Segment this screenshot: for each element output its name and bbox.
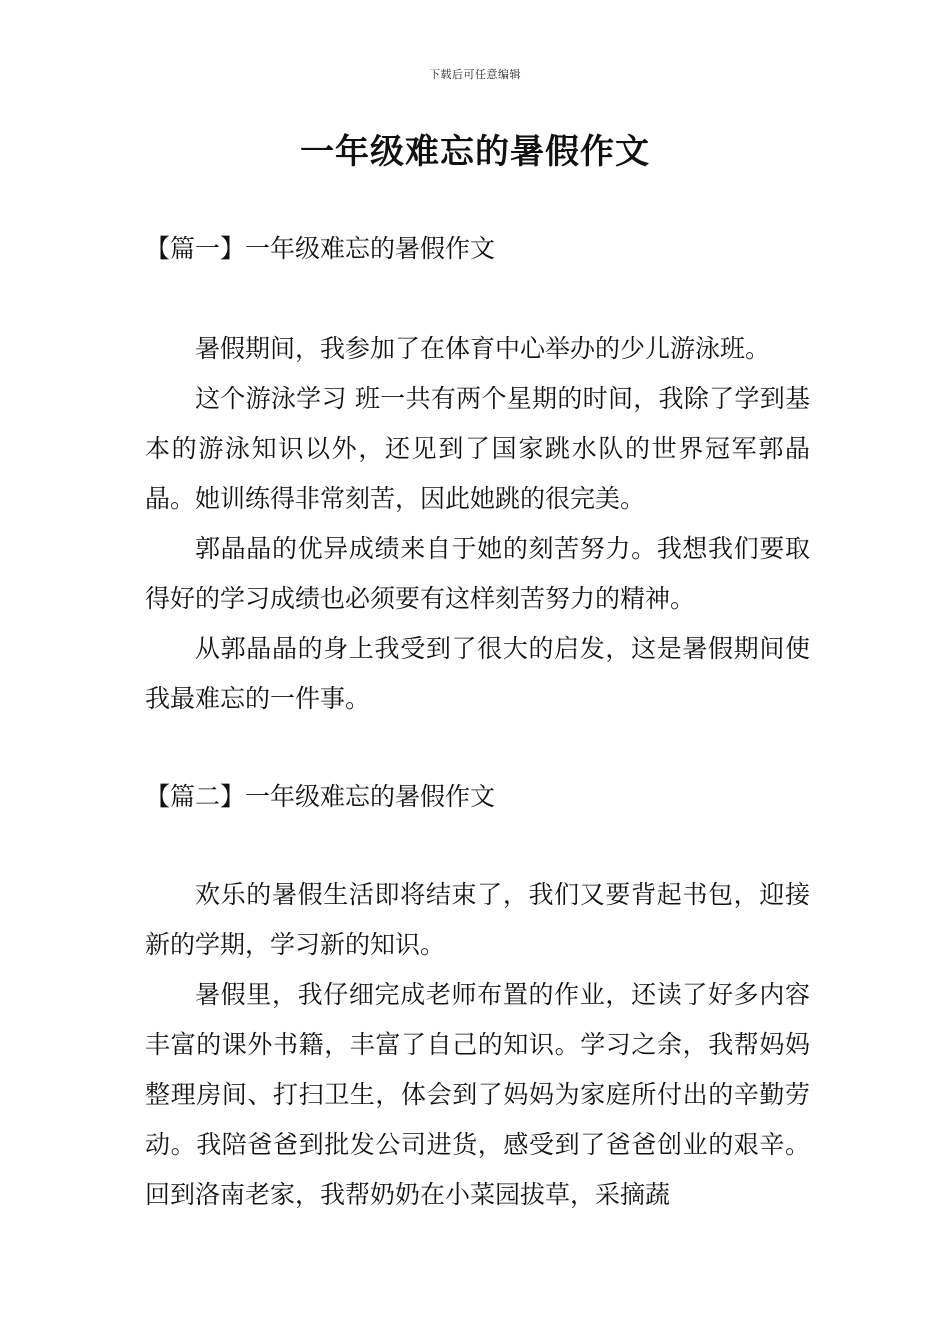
- document-title: 一年级难忘的暑假作文: [300, 132, 650, 172]
- paragraph: 暑假里，我仔细完成老师布置的作业，还读了好多内容丰富的课外书籍，丰富了自己的知识。学习之余，我帮妈妈整理房间、打扫卫生，体会到了妈妈为家庭所付出的辛勤劳动。我陪爸爸到批发公司进货，感受到了爸爸创业的艰辛。回到洛南老家，我帮奶奶在小菜园拔草，采摘蔬: [145, 980, 810, 1209]
- paragraph: 郭晶晶的优异成绩来自于她的刻苦努力。我想我们要取得好的学习成绩也必须要有这样刻苦努力的精神。: [145, 534, 810, 613]
- paragraph: 欢乐的暑假生活即将结束了，我们又要背起书包，迎接新的学期，学习新的知识。: [145, 880, 810, 959]
- paragraph: 从郭晶晶的身上我受到了很大的启发，这是暑假期间使我最难忘的一件事。: [145, 634, 810, 713]
- header-note: 下载后可任意编辑: [429, 68, 521, 81]
- section-heading-1: 【篇一】一年级难忘的暑假作文: [145, 234, 496, 263]
- paragraph: 这个游泳学习 班一共有两个星期的时间，我除了学到基本的游泳知识以外，还见到了国家跳水队的世界冠军郭晶晶。她训练得非常刻苦，因此她跳的很完美。: [145, 384, 810, 513]
- section-body-2: [145, 870, 810, 1220]
- section-heading-2: 【篇二】一年级难忘的暑假作文: [145, 782, 496, 811]
- section-body-1: [145, 324, 810, 724]
- paragraph: 暑假期间，我参加了在体育中心举办的少儿游泳班。: [195, 334, 771, 363]
